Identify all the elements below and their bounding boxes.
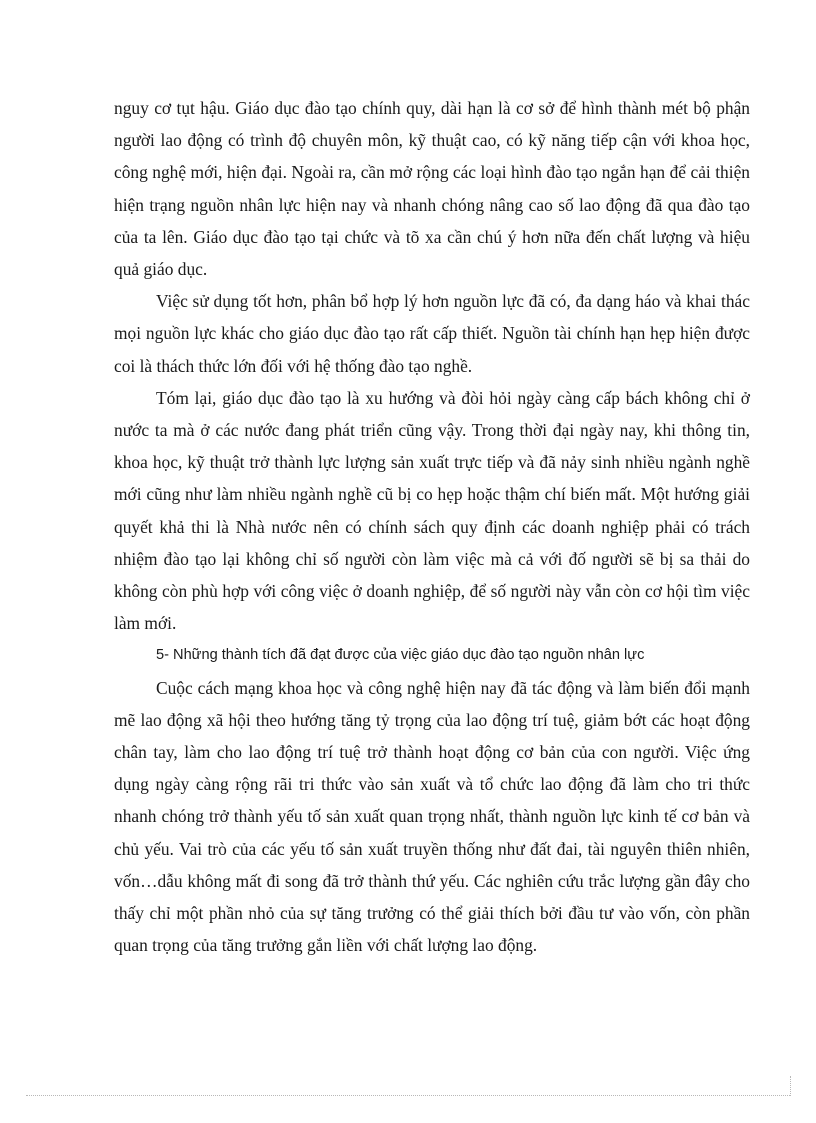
page-border-corner [790, 1076, 791, 1096]
body-paragraph: Tóm lại, giáo dục đào tạo là xu hướng và đòi hỏi ngày càng cấp bách không chỉ ở nước ta mà ở các nước đang phát triển cũng vậy. Trong thời đại ngày nay, khi thông tin, khoa học, kỹ thuật trở thành lực lượng sản xuất trực tiếp và đã nảy sinh nhiều ngành nghề mới cũng như làm nhiều ngành nghề cũ bị co hẹp hoặc thậm chí biến mất. Một hướng giải quyết khả thi là Nhà nước nên có chính sách quy định các doanh nghiệp phải có trách nhiệm đào tạo lại không chỉ số người còn làm việc mà cả với đố người sẽ bị sa thải do không còn phù hợp với công việc ở doanh nghiệp, để số người này vẫn còn cơ hội tìm việc làm mới. [114, 387, 750, 634]
section-heading: 5- Những thành tích đã đạt được của việc giáo dục đào tạo nguồn nhân lực [156, 647, 645, 664]
page-border-bottom [26, 1095, 790, 1096]
document-body [114, 92, 750, 961]
body-paragraph: nguy cơ tụt hậu. Giáo dục đào tạo chính quy, dài hạn là cơ sở để hình thành mét bộ phận người lao động có trình độ chuyên môn, kỹ thuật cao, có kỹ năng tiếp cận với khoa học, công nghệ mới, hiện đại. Ngoài ra, cần mở rộng các loại hình đào tạo ngắn hạn để cải thiện hiện trạng nguồn nhân lực hiện nay và nhanh chóng nâng cao số lao động đã qua đào tạo của ta lên. Giáo dục đào tạo tại chức và tõ xa cần chú ý hơn nữa đến chất lượng và hiệu quả giáo dục. [114, 98, 750, 280]
body-paragraph: Cuộc cách mạng khoa học và công nghệ hiện nay đã tác động và làm biến đổi mạnh mẽ lao động xã hội theo hướng tăng tỷ trọng của lao động trí tuệ, giảm bớt các hoạt động chân tay, làm cho lao động trí tuệ trở thành hoạt động cơ bản của con người. Việc ứng dụng ngày càng rộng rãi tri thức vào sản xuất và tổ chức lao động đã làm cho tri thức nhanh chóng trở thành yếu tố sản xuất quan trọng nhất, thành nguồn lực kinh tế cơ bản và chủ yếu. Vai trò của các yếu tố sản xuất truyền thống như đất đai, tài nguyên thiên nhiên, vốn…dẫu không mất đi song đã trở thành thứ yếu. Các nghiên cứu trắc lượng gần đây cho thấy chỉ một phần nhỏ của sự tăng trưởng có thể giải thích bởi đầu tư vào vốn, còn phần quan trọng của tăng trưởng gắn liền với chất lượng lao động. [114, 677, 750, 956]
body-paragraph: Việc sử dụng tốt hơn, phân bổ hợp lý hơn nguồn lực đã có, đa dạng háo và khai thác mọi nguồn lực khác cho giáo dục đào tạo rất cấp thiết. Nguồn tài chính hạn hẹp hiện được coi là thách thức lớn đối với hệ thống đào tạo nghề. [114, 291, 750, 376]
